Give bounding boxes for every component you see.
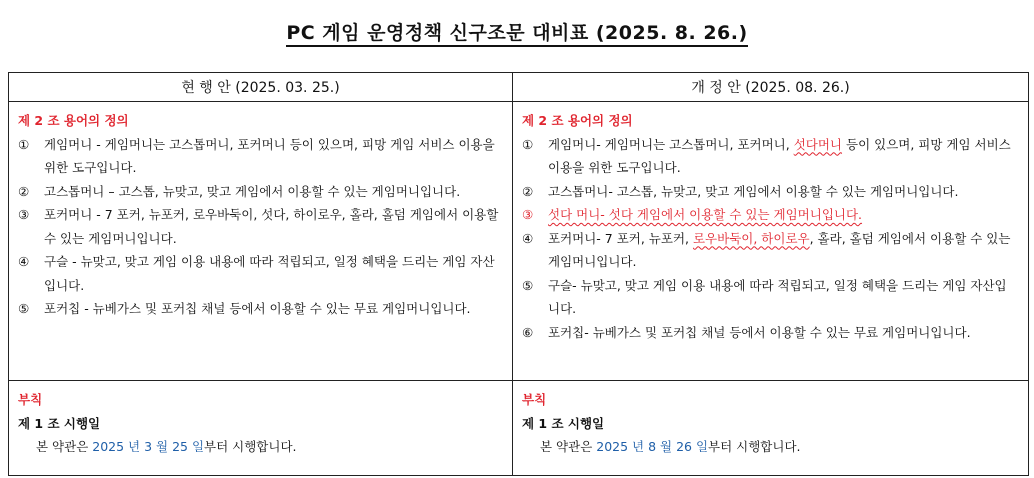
list-item: ② 고스톱머니- 고스톱, 뉴맞고, 맞고 게임에서 이용할 수 있는 게임머니입니다. — [522, 183, 959, 199]
article-title: 제 1 조 시행일 — [18, 415, 101, 431]
revised-addendum-cell — [513, 381, 1029, 476]
revised-definitions-cell — [513, 102, 1029, 381]
article-title: 제 1 조 시행일 — [522, 415, 605, 431]
list-item: ① 게임머니 - 게임머니는 고스톱머니, 포커머니 등이 있으며, 피망 게임 서비스 이용을 위한 도구입니다. — [18, 136, 495, 175]
effective-date: 2025 년 8 월 26 일 — [596, 439, 709, 454]
effective-date-line: 본 약관은 2025 년 8 월 26 일부터 시행합니다. — [540, 439, 801, 454]
list-item: ⑥ 포커칩- 뉴베가스 및 포커칩 채널 등에서 이용할 수 있는 무료 게임머니입니다. — [522, 324, 971, 340]
added-list-item: ③ 섯다 머니- 섯다 게임에서 이용할 수 있는 게임머니입니다. — [522, 207, 863, 222]
current-section-title: 제 2 조 용어의 정의 — [18, 113, 129, 128]
effective-date: 2025 년 3 월 25 일 — [92, 439, 205, 454]
list-item: ⑤ 포커칩 - 뉴베가스 및 포커칩 채널 등에서 이용할 수 있는 무료 게임머니입니다. — [18, 301, 471, 316]
effective-date-line: 본 약관은 2025 년 3 월 25 일부터 시행합니다. — [36, 439, 297, 454]
list-item: ③ 포커머니 - 7 포커, 뉴포커, 로우바둑이, 섯다, 하이로우, 홀라, 홀덤 게임에서 이용할 수 있는 게임머니입니다. — [18, 207, 499, 246]
list-item: ④ 구슬 - 뉴맞고, 맞고 게임 이용 내용에 따라 적립되고, 일정 혜택을 드리는 게임 자산입니다. — [18, 254, 495, 293]
list-item: ⑤ 구슬- 뉴맞고, 맞고 게임 이용 내용에 따라 적립되고, 일정 혜택을 드리는 게임 자산입니다. — [522, 277, 1007, 316]
changed-text: 로우바둑이, 하이로우 — [692, 230, 810, 246]
comparison-table — [8, 72, 1029, 476]
current-addendum-cell — [9, 381, 513, 476]
current-version-header: 현 행 안 (2025. 03. 25.) — [9, 73, 513, 102]
revised-section-title: 제 2 조 용어의 정의 — [522, 113, 633, 128]
addendum-title: 부칙 — [18, 392, 43, 407]
revised-version-header: 개 정 안 (2025. 08. 26.) — [513, 73, 1029, 102]
document-title: PC 게임 운영정책 신구조문 대비표 (2025. 8. 26.) — [0, 18, 1034, 45]
addendum-title: 부칙 — [522, 392, 547, 407]
changed-text: 섯다머니 — [793, 136, 843, 152]
list-item: ② 고스톱머니 – 고스톱, 뉴맞고, 맞고 게임에서 이용할 수 있는 게임머니입니다. — [18, 183, 461, 199]
list-item: ④ 포커머니- 7 포커, 뉴포커, 로우바둑이, 하이로우, 홀라, 홀덤 게임에서 이용할 수 있는 게임머니입니다. — [522, 230, 1011, 269]
list-item: ① 게임머니- 게임머니는 고스톱머니, 포커머니, 섯다머니 등이 있으며, 피망 게임 서비스 이용을 위한 도구입니다. — [522, 136, 1011, 175]
current-definitions-cell — [9, 102, 513, 381]
